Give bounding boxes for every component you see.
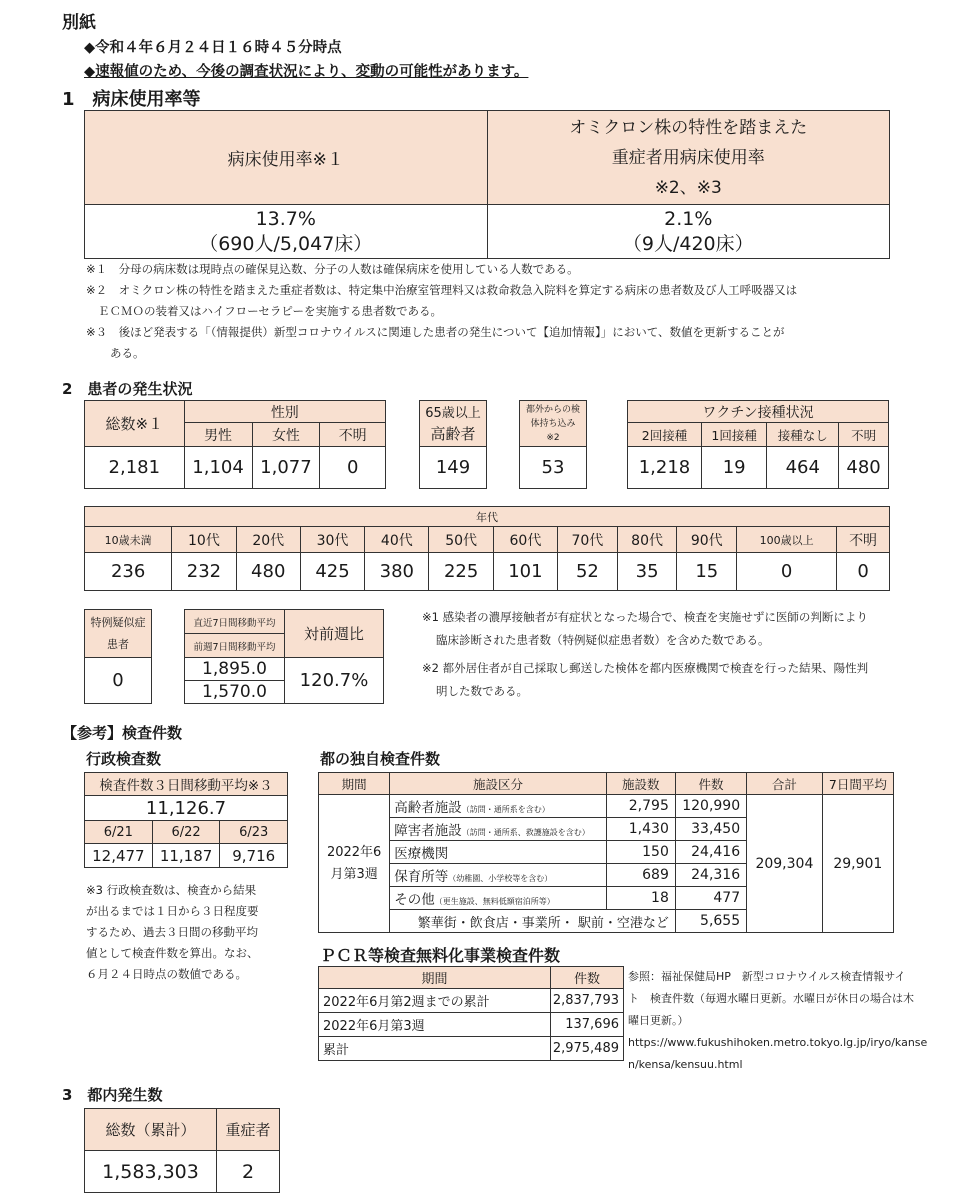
sex-unknown-value: 0 [320,447,386,489]
severe-head-line2: 重症者用病床使用率 [611,147,765,168]
severe-bed-rate: 2.1% [664,207,713,230]
own-test-count: 5,655 [675,910,746,933]
own-facility-label: 高齢者施設 [394,800,462,816]
age-value: 236 [85,553,172,591]
age-col-head: 100歳以上 [737,527,837,553]
avg-prev-value: 1,570.0 [185,681,285,704]
s2-note1b: 臨床診断された患者数（特例疑似症患者数）を含めた数である。 [436,633,770,647]
age-col-head: 50代 [429,527,493,553]
vaccine-value: 19 [701,447,766,489]
own-facility-sub: （訪問・通所系を含む） [461,805,550,814]
outside-value: 53 [520,447,587,489]
pcr-note-line: ト 検査件数（毎週水曜日更新。水曜日が休日の場合は木 [628,992,914,1005]
own-tests-table [318,772,894,933]
severe-head-line1: オミクロン株の特性を踏まえた [569,117,808,138]
pcr-col-head: 件数 [551,967,624,989]
suspect-head-line1: 特例疑似症 [90,615,146,629]
own-facility-count: 689 [606,864,675,887]
note2a: ※２ オミクロン株の特性を踏まえた重症者数は、特定集中治療室管理料又は救命救急入院料を算定する病床の患者数及び人工呼吸器又は [86,283,798,297]
outside-head-line2: 体持ち込み [530,418,576,429]
elderly-value: 149 [420,447,487,489]
vaccine-table [627,400,889,489]
ref-title: 【参考】検査件数 [62,724,183,742]
own-facility-count: 18 [606,887,675,910]
pcr-note-line: n/kensa/kensuu.html [628,1058,743,1071]
total-head: 総数※１ [85,401,185,447]
age-col-head: 60代 [493,527,557,553]
suspect-value: 0 [85,658,152,704]
s2-note2a: ※2 都外居住者が自己採取し郵送した検体を都内医療機関で検査を行った結果、陽性判 [422,661,869,675]
admin-tests-table [84,772,288,868]
age-head: 年代 [85,507,890,527]
attachment-label: 別紙 [62,13,96,33]
age-col-head: 80代 [617,527,677,553]
elderly-head [420,401,487,447]
age-col-head: 不明 [837,527,890,553]
age-col-head: 10代 [172,527,236,553]
age-value: 380 [365,553,429,591]
own-facility-label: その他 [394,892,435,908]
own-test-count: 33,450 [675,818,746,841]
avg-recent-value: 1,895.0 [185,658,285,681]
elderly-table [419,400,487,489]
age-value: 52 [558,553,618,591]
age-value: 425 [300,553,364,591]
pcr-period: 2022年6月第3週 [319,1013,551,1037]
age-col-head: 40代 [365,527,429,553]
own-col-head: 合計 [747,773,823,795]
section2-title: 2 患者の発生状況 [62,380,193,398]
severe-bed-detail: （9人/420床） [622,232,754,255]
admin-note-line: ※3 行政検査数は、検査から結果 [86,883,257,897]
age-value: 232 [172,553,236,591]
elderly-head-line2: 高齢者 [430,424,476,443]
vaccine-col-head: 接種なし [767,423,839,447]
own-test-count: 120,990 [675,795,746,818]
note1: ※１ 分母の病床数は現時点の確保見込数、分子の人数は確保病床を使用している人数である。 [86,262,579,276]
disclaimer: ◆速報値のため、今後の調査状況により、変動の可能性があります。 [84,64,529,80]
avg-recent-head: 直近7日間移動平均 [185,610,285,634]
own-col-head: 期間 [319,773,390,795]
pcr-note-line: https://www.fukushihoken.metro.tokyo.lg.jp/iryo/kanse [628,1036,928,1049]
vaccine-col-head: 2回接種 [628,423,702,447]
own-period-line2: 月第3週 [330,866,378,882]
own-facility-count: 1,430 [606,818,675,841]
own-facility-count: 2,795 [606,795,675,818]
pcr-note [628,966,928,1076]
vaccine-value: 480 [839,447,889,489]
pcr-count: 2,837,793 [551,989,624,1013]
cumulative-value: 1,583,303 [85,1151,217,1193]
age-value: 101 [493,553,557,591]
own-facility-name [390,864,607,887]
outside-table [519,400,587,489]
pcr-note-line: 参照：福祉保健局HP 新型コロナウイルス検査情報サイ [628,970,906,983]
age-col-head: 10歳未満 [85,527,172,553]
outside-head-line1: 都外からの検 [525,404,580,415]
own-facility-name [390,818,607,841]
age-col-head: 30代 [300,527,364,553]
vaccine-col-head: 不明 [839,423,889,447]
admin-value: 9,716 [220,844,288,868]
own-facility-name [390,841,607,864]
pcr-count: 2,975,489 [551,1037,624,1061]
own-facility-count: 150 [606,841,675,864]
own-test-count: 477 [675,887,746,910]
own-facility-sub: （更生施設、無料低額宿泊所等） [434,897,555,906]
pcr-period: 2022年6月第2週までの累計 [319,989,551,1013]
female-head: 女性 [252,423,320,447]
age-value: 35 [617,553,677,591]
pcr-count: 137,696 [551,1013,624,1037]
severe-head-line3: ※2、※3 [654,177,722,198]
own-col-head: 件数 [675,773,746,795]
age-col-head: 70代 [558,527,618,553]
admin-head: 検査件数３日間移動平均※３ [85,773,288,796]
suspect-head-line2: 患者 [107,637,129,651]
note3a: ※３ 後ほど発表する「（情報提供）新型コロナウイルスに関連した患者の発生について【追加情報】」において、数値を更新することが [86,325,785,339]
own-title: 都の独自検査件数 [320,750,441,768]
pcr-table [318,966,624,1061]
own-7day-avg: 29,901 [822,795,893,933]
ratio-value: 120.7% [285,658,384,704]
admin-value: 11,187 [152,844,220,868]
age-value: 0 [737,553,837,591]
section1-title: 1 病床使用率等 [62,89,201,110]
admin-note-line: が出るまでは１日から３日程度要 [86,904,259,918]
own-col-head: 施設区分 [390,773,607,795]
bed-usage-value [85,205,488,259]
bed-usage-rate: 13.7% [255,207,316,230]
own-facility-label: 保育所等 [394,869,449,885]
bed-usage-detail: （690人/5,047床） [199,232,373,255]
age-col-head: 20代 [236,527,300,553]
own-col-head: 7日間平均 [822,773,893,795]
s2-note2b: 明した数である。 [436,684,528,698]
age-value: 480 [236,553,300,591]
pcr-period: 累計 [319,1037,551,1061]
outside-head-line3: ※2 [546,432,560,443]
s2-note1a: ※1 感染者の濃厚接触者が有症状となった場合で、検査を実施せずに医師の判断により [422,610,868,624]
note2b: ＥＣＭＯの装着又はハイフローセラピーを実施する患者数である。 [98,304,442,318]
admin-date: 6/23 [220,821,288,844]
vaccine-head: ワクチン接種状況 [628,401,889,423]
admin-note-line: するため、過去３日間の移動平均 [86,925,259,939]
note3b: ある。 [110,346,145,360]
age-col-head: 90代 [677,527,737,553]
sex-head: 性別 [184,401,385,423]
female-value: 1,077 [252,447,320,489]
male-head: 男性 [184,423,252,447]
own-col-head: 施設数 [606,773,675,795]
ratio-head: 対前週比 [285,610,384,658]
total-value: 2,181 [85,447,185,489]
vaccine-value: 1,218 [628,447,702,489]
admin-title: 行政検査数 [86,750,162,768]
own-facility-name: 繁華街・飲食店・事業所・ 駅前・空港など [390,910,676,933]
age-table [84,506,890,591]
own-test-count: 24,416 [675,841,746,864]
vaccine-col-head: 1回接種 [701,423,766,447]
age-value: 0 [837,553,890,591]
cumulative-head: 総数（累計） [85,1109,217,1151]
admin-value: 12,477 [85,844,153,868]
severe-head: 重症者 [217,1109,280,1151]
section2-notes [422,606,942,703]
avg-prev-head: 前週7日間移動平均 [185,634,285,658]
severe-value: 2 [217,1151,280,1193]
patients-sex-table [84,400,386,489]
male-value: 1,104 [184,447,252,489]
own-facility-sub: （幼稚園、小学校等を含む） [448,874,553,883]
own-period-line1: 2022年6 [326,844,382,860]
suspect-table [84,609,152,704]
bed-usage-head: 病床使用率※１ [85,111,488,205]
age-value: 15 [677,553,737,591]
moving-average-table [184,609,384,704]
own-facility-label: 障害者施設 [394,823,462,839]
severe-bed-usage-head [487,111,890,205]
own-facility-label: 医療機関 [394,846,449,862]
pcr-title: ＰＣＲ等検査無料化事業検査件数 [320,946,561,965]
outside-head [520,401,587,447]
admin-date: 6/21 [85,821,153,844]
pcr-note-line: 曜日更新。） [628,1014,689,1027]
severe-bed-usage-value [487,205,890,259]
sex-unknown-head: 不明 [320,423,386,447]
bed-usage-table [84,110,890,259]
pcr-col-head: 期間 [319,967,551,989]
as-of-date: ◆令和４年６月２４日１６時４５分時点 [84,40,342,56]
admin-date: 6/22 [152,821,220,844]
elderly-head-line1: 65歳以上 [425,405,481,421]
suspect-head [85,610,152,658]
cumulative-table [84,1108,280,1193]
admin-note-line: ６月２４日時点の数値である。 [86,967,247,981]
vaccine-value: 464 [767,447,839,489]
admin-avg: 11,126.7 [85,796,288,821]
own-facility-name [390,795,607,818]
own-facility-sub: （訪問・通所系、救護施設を含む） [461,828,590,837]
admin-note-line: 値として検査件数を算出。なお、 [86,946,259,960]
own-test-count: 24,316 [675,864,746,887]
own-total: 209,304 [747,795,823,933]
admin-note [86,880,296,985]
age-value: 225 [429,553,493,591]
section3-title: 3 都内発生数 [62,1086,163,1104]
own-period [319,795,390,933]
own-facility-name [390,887,607,910]
section1-notes [86,259,906,364]
